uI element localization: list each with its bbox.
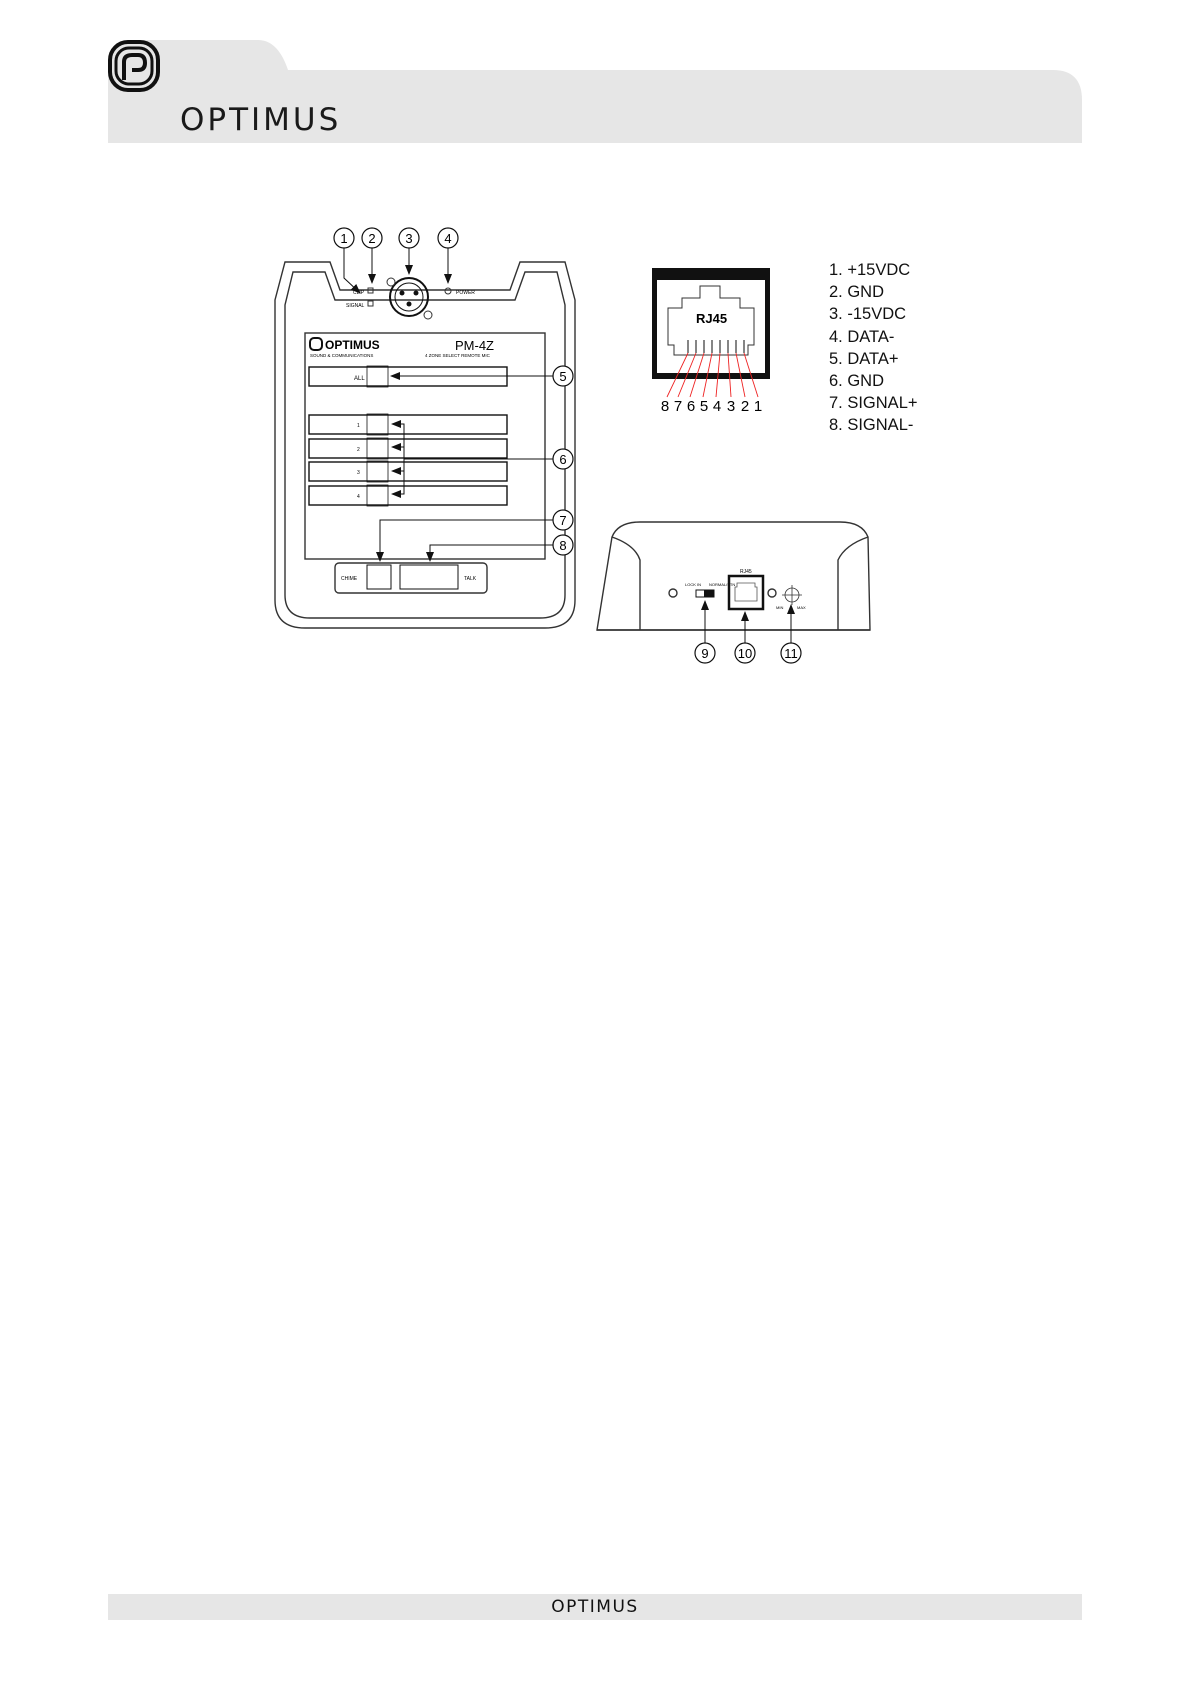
callout-3: 3: [405, 231, 413, 246]
svg-text:3: 3: [726, 398, 736, 415]
pinout-item: 2. GND: [829, 283, 885, 302]
chime-label: CHIME: [341, 576, 358, 582]
switch-right-label: NORMAL/STN: [709, 582, 736, 587]
model-sub: 4 ZONE SELECT REMOTE MIC: [425, 353, 490, 358]
zone-3-label: 3: [357, 470, 360, 476]
pot-max-label: MAX: [797, 605, 806, 610]
rear-rj45-label: RJ45: [740, 569, 752, 575]
callout-1: 1: [340, 231, 348, 246]
rj45-socket-icon: [652, 268, 770, 397]
svg-text:5: 5: [699, 398, 709, 415]
pot-min-label: MIN: [776, 605, 784, 610]
front-logo-sub: SOUND & COMMUNICATIONS: [310, 353, 374, 358]
header-brand: OPTIMUS: [180, 102, 342, 138]
footer-brand: OPTIMUS: [551, 1597, 639, 1617]
switch-left-label: LOCK IN: [685, 582, 702, 587]
lock-switch-icon: [696, 590, 714, 597]
callout-7: 7: [559, 513, 567, 528]
zone-strips: [309, 414, 507, 506]
power-label: POWER: [456, 290, 475, 296]
clip-label: CLIP: [353, 290, 365, 296]
page-footer: [108, 1594, 1082, 1620]
xlr-connector-icon: [387, 278, 432, 319]
pinout-item: 1. +15VDC: [829, 261, 911, 279]
pinout-item: 8. SIGNAL-: [829, 416, 914, 435]
callout-11: 11: [784, 646, 798, 661]
talk-label: TALK: [464, 576, 477, 582]
callout-4: 4: [444, 231, 452, 246]
signal-label: SIGNAL: [346, 303, 365, 309]
rj45-pin-numbers: [661, 398, 762, 415]
svg-text:8: 8: [660, 398, 670, 415]
pm4z-diagram: [0, 0, 1191, 700]
pinout-item: 3. -15VDC: [829, 305, 907, 324]
svg-text:6: 6: [686, 398, 696, 415]
zone-2-label: 2: [357, 447, 360, 453]
rj45-label: RJ45: [696, 311, 728, 326]
pinout-item: 7. SIGNAL+: [829, 394, 918, 413]
callout-8: 8: [559, 538, 567, 553]
svg-text:2: 2: [740, 398, 750, 415]
model-name: PM-4Z: [455, 338, 494, 353]
front-panel-logo: [310, 338, 380, 358]
pinout-item: 6. GND: [829, 372, 885, 391]
front-logo-text: OPTIMUS: [325, 338, 380, 352]
pinout-item: 5. DATA+: [829, 349, 899, 368]
callout-2: 2: [368, 231, 376, 246]
zone-all-label: ALL: [354, 376, 365, 382]
volume-pot-icon: [782, 585, 802, 605]
zone-1-label: 1: [357, 423, 360, 429]
svg-text:1: 1: [753, 398, 763, 415]
rj45-pinout-list: [829, 259, 918, 437]
pinout-item: 4. DATA-: [829, 327, 895, 346]
callout-10: 10: [737, 646, 753, 661]
callout-6: 6: [559, 452, 567, 467]
callout-9: 9: [701, 646, 709, 661]
callout-5: 5: [559, 369, 567, 384]
svg-text:7: 7: [673, 398, 683, 415]
zone-4-label: 4: [357, 494, 360, 500]
rear-rj45-icon: [729, 576, 763, 609]
chime-talk-buttons: [367, 565, 458, 589]
svg-text:4: 4: [712, 398, 722, 415]
callout-leaders: [344, 248, 553, 561]
